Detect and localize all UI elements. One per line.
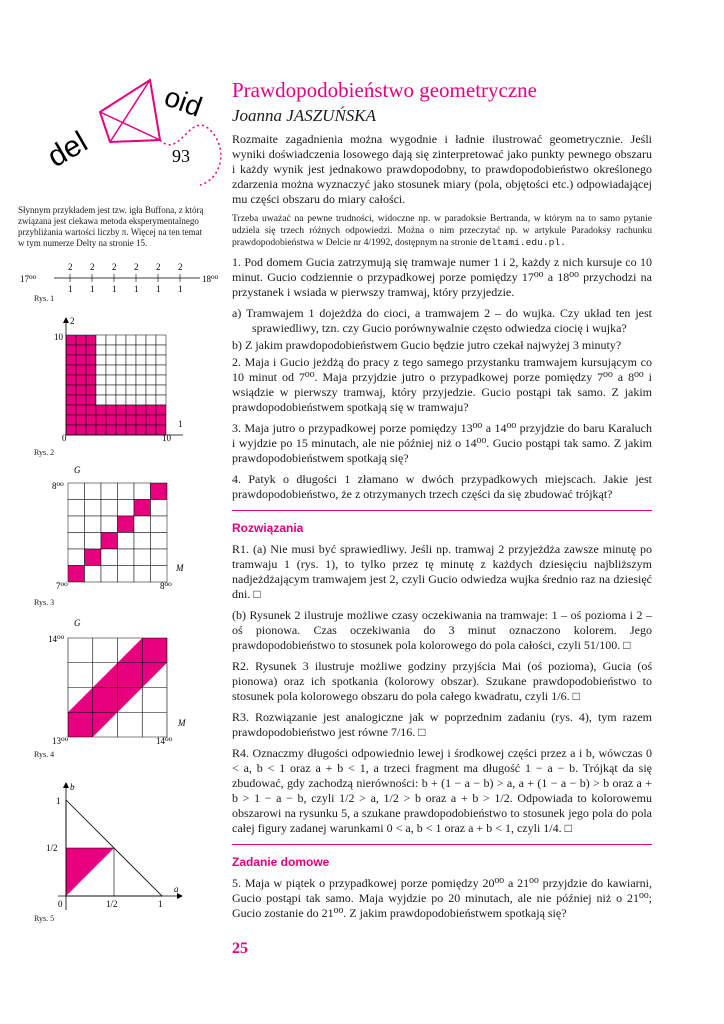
fig2-cell — [126, 385, 136, 395]
fig2-colored-cell — [136, 415, 146, 425]
solution-1a: R1. (a) Nie musi być sprawiedliwy. Jeśli np. tramwaj 2 przyjeżdża zawsze minutę po tramwaju 1 (rys. 1), to tylko przez tę minutę z każdych dziesięciu najbliższym nadjeżdżającym tramwajem jest 2, czyli Gucio odwiedza wujka średnio raz na dziesięć dni. □ — [232, 542, 652, 601]
page-number: 25 — [232, 940, 248, 957]
fig2-cell — [96, 345, 106, 355]
fig2-colored-cell — [96, 405, 106, 415]
fig2-colored-cell — [66, 415, 76, 425]
fig2-caption: Rys. 2 — [34, 448, 55, 457]
fig2-colored-cell — [86, 365, 96, 375]
fig1-tram2-label: 2 — [68, 262, 73, 272]
divider — [232, 510, 652, 511]
fig4-caption: Rys. 4 — [34, 750, 55, 759]
fig2-colored-cell — [136, 425, 146, 435]
fig2-cell — [116, 375, 126, 385]
problem-1b: b) Z jakim prawdopodobieństwem Gucio będzie jutro czekał najwyżej 3 minuty? — [232, 338, 622, 352]
fig3-x-axis: M — [176, 563, 184, 573]
problem-1a: a) Tramwajem 1 dojeżdża do cioci, a tramwajem 2 – do wujka. Czy układ ten jest sprawiedliwy, tzn. czy Gucio porównywalnie często odwiedza ciocię i wujka? — [232, 306, 652, 335]
fig2-cell — [156, 365, 166, 375]
fig2-colored-cell — [106, 415, 116, 425]
fig2-colored-cell — [76, 385, 86, 395]
fig3-cell — [101, 566, 118, 583]
fig3-colored-cell — [151, 483, 168, 500]
fig2-cell — [106, 335, 116, 345]
figure-4-grid — [18, 616, 208, 746]
homework-heading: Zadanie domowe — [232, 855, 330, 869]
fig2-colored-cell — [146, 405, 156, 415]
fig2-colored-cell — [106, 425, 116, 435]
fig2-colored-cell — [76, 345, 86, 355]
fig3-cell — [118, 500, 135, 517]
fig3-x-end: 8⁰⁰ — [160, 581, 172, 591]
solution-3: R3. Rozwiązanie jest analogiczne jak w poprzednim zadaniu (rys. 4), tym razem prawdopodobieństwo jest równe 7/16. □ — [232, 710, 652, 739]
fig2-cell — [96, 395, 106, 405]
solution-4: R4. Oznaczmy długości odpowiednio lewej i środkowej części przez a i b, wówczas 0 < a, b < 1 oraz a + b < 1, a trzeci fragment ma długość 1 − a − b. Trójkąt da się zbudować, gdy zachodzą nierówności: b + (1 − a − b) > a, a + (1 − a − b) > b oraz a + b > 1 − a − b, czyli 1/2 > a, 1/2 > b oraz a + b > 1/2. Odpowiada to kolorowemu obszarowi na rysunku 5, a szukane prawdopodobieństwo to stosunek jego pola do pola całej figury zadanej warunkami 0 < a, b < 1 oraz a + b < 1, czyli 1/4. □ — [232, 746, 652, 835]
delta-kite-logo — [40, 70, 230, 190]
fig3-cell — [134, 516, 151, 533]
fig2-cell — [146, 385, 156, 395]
fig2-colored-cell — [66, 345, 76, 355]
fig2-colored-cell — [96, 415, 106, 425]
fig2-cell — [156, 345, 166, 355]
fig3-cell — [118, 566, 135, 583]
fig4-x-start: 13⁰⁰ — [52, 736, 69, 746]
fig2-colored-cell — [126, 425, 136, 435]
fig2-cell — [136, 355, 146, 365]
fig4-x-axis: M — [178, 718, 186, 728]
fig2-colored-cell — [76, 405, 86, 415]
fig2-cell — [106, 395, 116, 405]
fig2-colored-cell — [96, 425, 106, 435]
fig2-colored-cell — [86, 415, 96, 425]
bertrand-note — [232, 213, 652, 249]
fig3-colored-cell — [101, 533, 118, 550]
fig2-colored-cell — [136, 405, 146, 415]
fig3-cell — [68, 549, 85, 566]
problem-3: 3. Maja jutro o przypadkowej porze pomiędzy 13⁰⁰ a 14⁰⁰ przyjdzie do baru Karaluch i wyjdzie po 15 minutach, ale nie później niż o 14⁰⁰. Gucio postąpi tak samo. Z jakim prawdopodobieństwem spotkają się? — [232, 421, 652, 465]
fig3-cell — [85, 533, 102, 550]
fig5-caption: Rys. 5 — [34, 914, 55, 923]
fig4-y-val: 14⁰⁰ — [48, 634, 65, 644]
fig2-colored-cell — [76, 425, 86, 435]
fig2-cell — [96, 385, 106, 395]
fig2-colored-cell — [116, 425, 126, 435]
fig2-colored-cell — [76, 415, 86, 425]
solution-1b: (b) Rysunek 2 ilustruje możliwe czasy oczekiwania na tramwaje: 1 – oś pozioma i 2 – oś pionowa. Czas oczekiwania do 3 minut oznaczono kolorem. Jego prawdopodobieństwo to stosunek pola kolorowego do pola całości, czyli 51/100. □ — [232, 608, 652, 652]
fig2-colored-cell — [126, 405, 136, 415]
fig3-cell — [118, 483, 135, 500]
fig1-tram1-label: 1 — [156, 284, 161, 294]
fig1-tram1-label: 1 — [68, 284, 73, 294]
fig2-cell — [106, 385, 116, 395]
fig3-cell — [101, 500, 118, 517]
fig3-cell — [118, 549, 135, 566]
fig2-colored-cell — [66, 405, 76, 415]
fig4-y-axis: G — [74, 618, 81, 628]
fig3-x-start: 7⁰⁰ — [56, 581, 68, 591]
problem-2: 2. Maja i Gucio jeżdżą do pracy z tego samego przystanku tramwajem kursującym co 10 minut od 7⁰⁰. Maja przyjdzie jutro o przypadkowej porze pomiędzy 7⁰⁰ a 8⁰⁰ i wsiądzie w pierwszy tramwaj, który przyjedzie. Gucio postąpi tak samo. Z jakim prawdopodobieństwem spotkają się w tramwaju? — [232, 355, 652, 414]
fig2-cell — [96, 355, 106, 365]
fig5-x-1: 1 — [158, 899, 163, 909]
fig2-y-top: 2 — [70, 316, 75, 326]
fig3-colored-cell — [118, 516, 135, 533]
fig3-cell — [101, 516, 118, 533]
fig2-cell — [116, 345, 126, 355]
fig2-colored-cell — [116, 405, 126, 415]
article-body — [232, 132, 652, 927]
fig2-cell — [116, 365, 126, 375]
fig2-cell — [146, 375, 156, 385]
fig2-colored-cell — [86, 425, 96, 435]
fig2-cell — [106, 355, 116, 365]
fig2-x-end: 1 — [178, 419, 183, 429]
fig3-cell — [85, 500, 102, 517]
fig2-cell — [156, 385, 166, 395]
fig3-cell — [151, 516, 168, 533]
fig3-cell — [118, 533, 135, 550]
fig3-cell — [134, 566, 151, 583]
fig2-colored-cell — [86, 375, 96, 385]
fig1-tram1-label: 1 — [90, 284, 95, 294]
fig2-colored-cell — [86, 355, 96, 365]
problem-1: 1. Pod domem Gucia zatrzymują się tramwaje numer 1 i 2, każdy z nich kursuje co 10 minut. Gucio codziennie o przypadkowej porze pomiędzy 17⁰⁰ a 18⁰⁰ przychodzi na przystanek i wsiada w pierwszy tramwaj, który przyjedzie. — [232, 255, 652, 299]
fig2-cell — [146, 335, 156, 345]
fig3-colored-cell — [68, 566, 85, 583]
fig2-cell — [136, 345, 146, 355]
fig2-cell — [126, 375, 136, 385]
fig2-cell — [126, 355, 136, 365]
fig2-colored-cell — [86, 335, 96, 345]
fig2-colored-cell — [76, 335, 86, 345]
fig2-cell — [96, 375, 106, 385]
fig2-cell — [136, 385, 146, 395]
fig2-colored-cell — [116, 415, 126, 425]
fig2-cell — [116, 395, 126, 405]
figure-5-triangle — [18, 780, 208, 915]
fig3-cell — [101, 549, 118, 566]
fig2-colored-cell — [66, 425, 76, 435]
fig2-colored-cell — [126, 415, 136, 425]
fig2-cell — [96, 365, 106, 375]
fig1-tram1-label: 1 — [134, 284, 139, 294]
fig5-y-axis: b — [70, 782, 75, 792]
fig2-colored-cell — [156, 415, 166, 425]
fig2-cell — [126, 365, 136, 375]
fig3-cell — [151, 500, 168, 517]
fig3-colored-cell — [134, 500, 151, 517]
fig5-y-1: 1 — [56, 796, 61, 806]
fig1-tram1-label: 1 — [112, 284, 117, 294]
fig2-cell — [116, 385, 126, 395]
fig3-y-val: 8⁰⁰ — [52, 481, 64, 491]
intro-paragraph: Rozmaite zagadnienia można wygodnie i ładnie ilustrować geometrycznie. Jeśli wyniki doświadczenia losowego dają się zinterpretować jako punkty pewnego obszaru i każdy wynik jest jednakowo prawdopodobny, to prawdopodobieństwo określonego zdarzenia można wyznaczyć jako stosunek miary (pola, objętości etc.) odpowiadającej mu części obszaru do miary całości. — [232, 132, 652, 206]
fig2-colored-cell — [66, 385, 76, 395]
fig1-caption: Rys. 1 — [34, 294, 55, 303]
fig2-cell — [136, 395, 146, 405]
fig3-cell — [134, 533, 151, 550]
bertrand-note-text: Trzeba uważać na pewne trudności, widoczne np. w paradoksie Bertranda, w którym na to samo pytanie udziela się trzech różnych odpowiedzi. Można o nim przeczytać np. w artykule Paradoksy rachunku prawdopodobieństwa w Delcie nr 4/1992, dostępnym na stronie — [232, 213, 652, 248]
fig2-cell — [116, 355, 126, 365]
fig3-y-axis: G — [74, 465, 81, 475]
fig3-cell — [151, 533, 168, 550]
fig3-cell — [134, 549, 151, 566]
fig1-tram2-label: 2 — [112, 262, 117, 272]
fig3-cell — [68, 500, 85, 517]
fig5-x-axis: a — [174, 884, 179, 894]
fig3-cell — [68, 516, 85, 533]
fig2-cell — [136, 365, 146, 375]
deltami-link[interactable]: deltami.edu.pl. — [479, 237, 566, 248]
fig2-colored-cell — [86, 395, 96, 405]
fig2-cell — [136, 375, 146, 385]
fig1-tram2-label: 2 — [178, 262, 183, 272]
fig3-cell — [85, 483, 102, 500]
fig2-cell — [126, 395, 136, 405]
fig2-cell — [156, 395, 166, 405]
fig2-colored-cell — [76, 365, 86, 375]
fig3-cell — [68, 533, 85, 550]
fig3-cell — [134, 483, 151, 500]
fig2-cell — [156, 375, 166, 385]
fig2-colored-cell — [106, 405, 116, 415]
fig1-tram2-label: 2 — [156, 262, 161, 272]
fig2-colored-cell — [76, 375, 86, 385]
fig2-cell — [126, 345, 136, 355]
fig3-cell — [101, 483, 118, 500]
fig5-x-half: 1/2 — [106, 899, 118, 909]
fig2-cell — [146, 395, 156, 405]
divider — [232, 844, 652, 845]
fig2-colored-cell — [76, 395, 86, 405]
fig3-cell — [151, 549, 168, 566]
fig3-caption: Rys. 3 — [34, 598, 55, 607]
fig2-cell — [116, 335, 126, 345]
solutions-heading: Rozwiązania — [232, 521, 304, 535]
fig2-cell — [96, 335, 106, 345]
logo-word-left: del — [41, 125, 94, 174]
fig2-y-val: 10 — [54, 332, 63, 342]
fig5-shaded-region — [66, 848, 114, 896]
logo-word-right: oid — [160, 80, 207, 123]
fig4-x-end: 14⁰⁰ — [156, 736, 173, 746]
fig2-cell — [106, 375, 116, 385]
figure-2-grid — [18, 315, 208, 445]
fig2-x-val: 10 — [162, 433, 171, 443]
problem-5: 5. Maja w piątek o przypadkowej porze pomiędzy 20⁰⁰ a 21⁰⁰ przyjdzie do kawiarni, Gucio postąpi tak samo. Maja wyjdzie po 20 minutach, ale nie później niż o 21⁰⁰; Gucio zostanie do 21⁰⁰. Z jakim prawdopodobieństwem spotkają się? — [232, 876, 652, 920]
fig2-colored-cell — [66, 355, 76, 365]
fig2-colored-cell — [156, 405, 166, 415]
fig2-cell — [156, 355, 166, 365]
fig2-cell — [146, 345, 156, 355]
fig1-end-label: 18⁰⁰ — [202, 274, 218, 284]
fig2-cell — [106, 345, 116, 355]
fig2-cell — [146, 365, 156, 375]
figure-3-grid — [18, 463, 208, 593]
fig2-cell — [106, 365, 116, 375]
fig3-cell — [85, 566, 102, 583]
fig2-colored-cell — [66, 395, 76, 405]
sidebar-note: Słynnym przykładem jest tzw. igła Buffona, z którą związana jest ciekawa metoda eksperymentalnego przybliżania wartości liczby π. Więcej na ten temat w tym numerze Delty na stronie 15. — [18, 205, 204, 248]
fig2-cell — [156, 335, 166, 345]
fig3-colored-cell — [85, 549, 102, 566]
article-title: Prawdopodobieństwo geometryczne — [232, 78, 538, 102]
problem-4: 4. Patyk o długości 1 złamano w dwóch przypadkowych miejscach. Jakie jest prawdopodobieństwo, że z otrzymanych trzech części da się zbudować trójkąt? — [232, 472, 652, 501]
fig2-colored-cell — [76, 355, 86, 365]
fig2-colored-cell — [86, 385, 96, 395]
fig3-cell — [68, 483, 85, 500]
fig1-start-label: 17⁰⁰ — [20, 274, 37, 284]
issue-number: 93 — [172, 146, 190, 166]
fig2-colored-cell — [86, 405, 96, 415]
fig1-tram2-label: 2 — [134, 262, 139, 272]
fig2-colored-cell — [146, 415, 156, 425]
article-author: Joanna JASZUŃSKA — [232, 106, 377, 125]
fig2-colored-cell — [66, 375, 76, 385]
fig2-colored-cell — [86, 345, 96, 355]
fig1-tram2-label: 2 — [90, 262, 95, 272]
fig2-cell — [146, 355, 156, 365]
fig2-colored-cell — [146, 425, 156, 435]
solution-2: R2. Rysunek 3 ilustruje możliwe godziny przyjścia Mai (oś pozioma), Gucia (oś pionowa) oraz ich spotkania (kolorowy obszar). Szukane prawdopodobieństwo to stosunek pola kolorowego obszaru do pola całego kwadratu, czyli 1/6. □ — [232, 659, 652, 703]
fig5-origin: 0 — [58, 899, 63, 909]
fig2-colored-cell — [66, 365, 76, 375]
fig3-cell — [85, 516, 102, 533]
fig5-y-half: 1/2 — [46, 843, 58, 853]
fig2-cell — [136, 335, 146, 345]
fig3-cell — [151, 566, 168, 583]
fig2-cell — [126, 335, 136, 345]
fig2-colored-cell — [66, 335, 76, 345]
fig1-tram1-label: 1 — [178, 284, 183, 294]
fig2-origin: 0 — [62, 433, 67, 443]
